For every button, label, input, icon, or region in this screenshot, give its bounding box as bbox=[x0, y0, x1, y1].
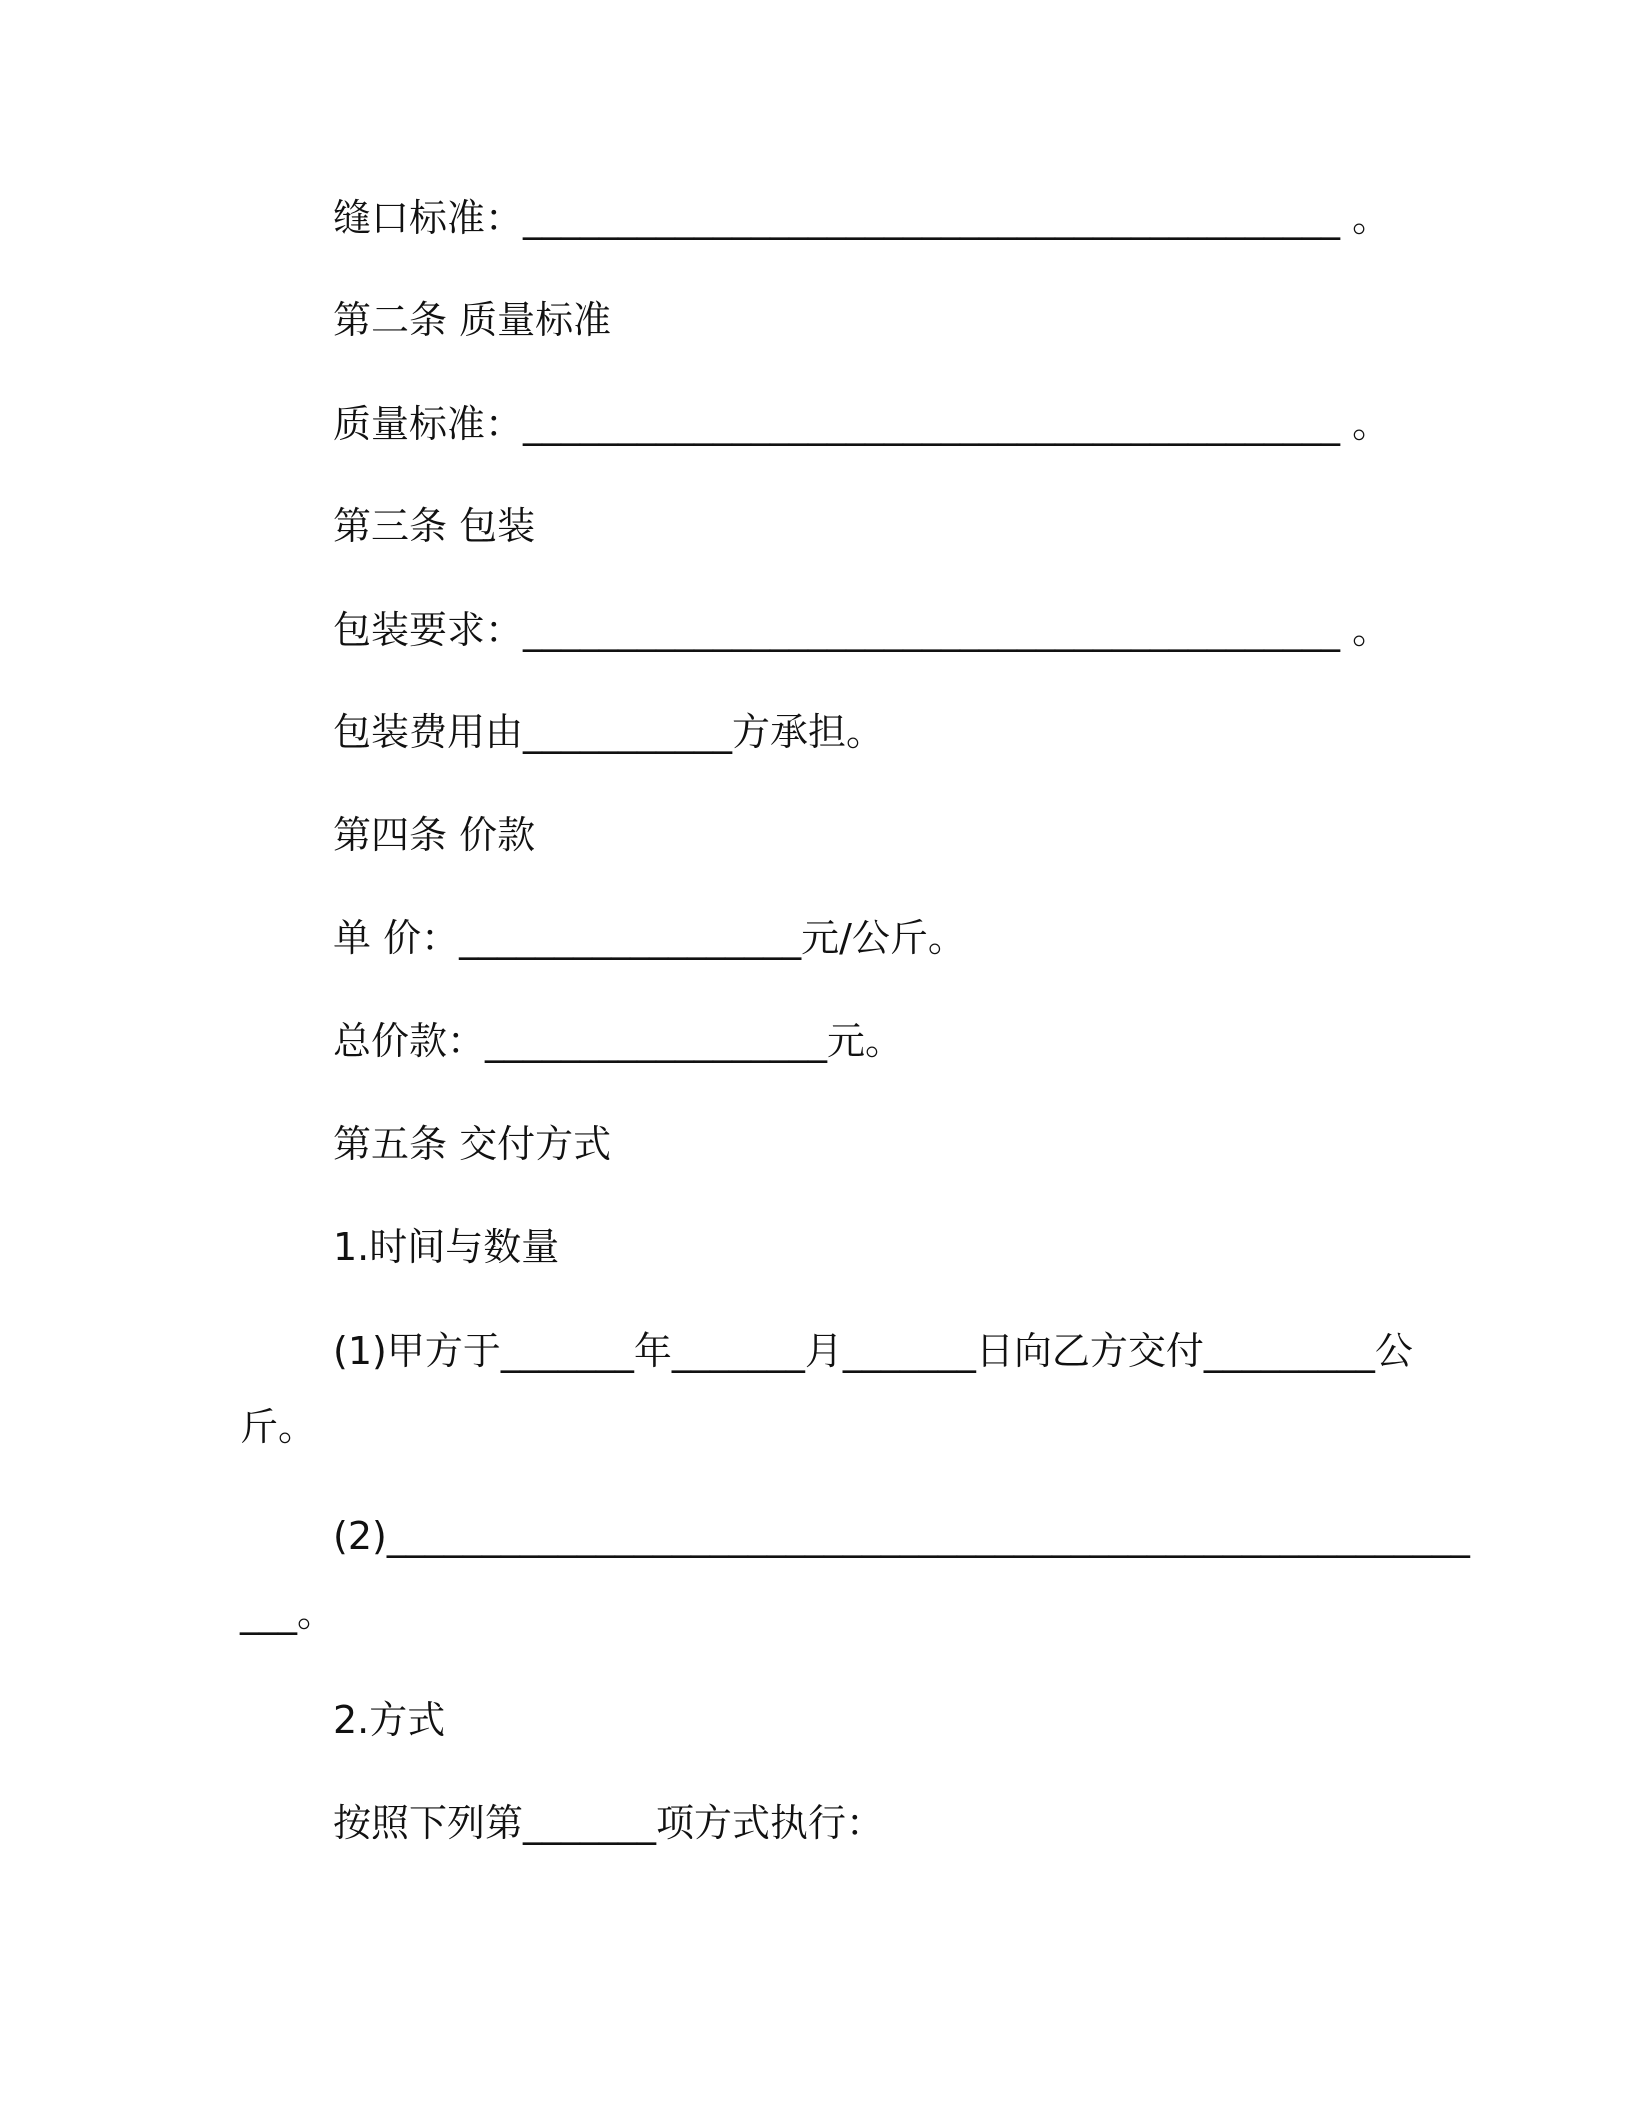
delivery-clause-1-line: (1)甲方于_______年_______月_______日向乙方交付_________公 bbox=[333, 1329, 1413, 1373]
packaging-cost-line: 包装费用由___________方承担。 bbox=[333, 710, 885, 754]
packaging-requirement-line: 包装要求：___________________________________________ 。 bbox=[333, 608, 1391, 652]
article-3-heading: 第三条 包装 bbox=[333, 504, 536, 548]
subsection-1-heading: 1.时间与数量 bbox=[333, 1225, 560, 1269]
seam-standard-line: 缝口标准：___________________________________________ 。 bbox=[333, 196, 1391, 240]
article-4-heading: 第四条 价款 bbox=[333, 813, 536, 857]
article-2-heading: 第二条 质量标准 bbox=[333, 298, 612, 342]
delivery-clause-1-continuation: 斤。 bbox=[240, 1405, 317, 1449]
delivery-clause-2-line: (2)_________________________________________________________ bbox=[333, 1514, 1470, 1558]
execution-method-line: 按照下列第_______项方式执行： bbox=[333, 1801, 885, 1845]
total-price-line: 总价款：__________________元。 bbox=[333, 1019, 904, 1063]
subsection-2-heading: 2.方式 bbox=[333, 1698, 446, 1742]
delivery-clause-2-continuation: ___。 bbox=[240, 1591, 336, 1635]
quality-standard-line: 质量标准：___________________________________________ 。 bbox=[333, 402, 1391, 446]
unit-price-line: 单 价：__________________元/公斤。 bbox=[333, 916, 966, 960]
article-5-heading: 第五条 交付方式 bbox=[333, 1122, 612, 1166]
